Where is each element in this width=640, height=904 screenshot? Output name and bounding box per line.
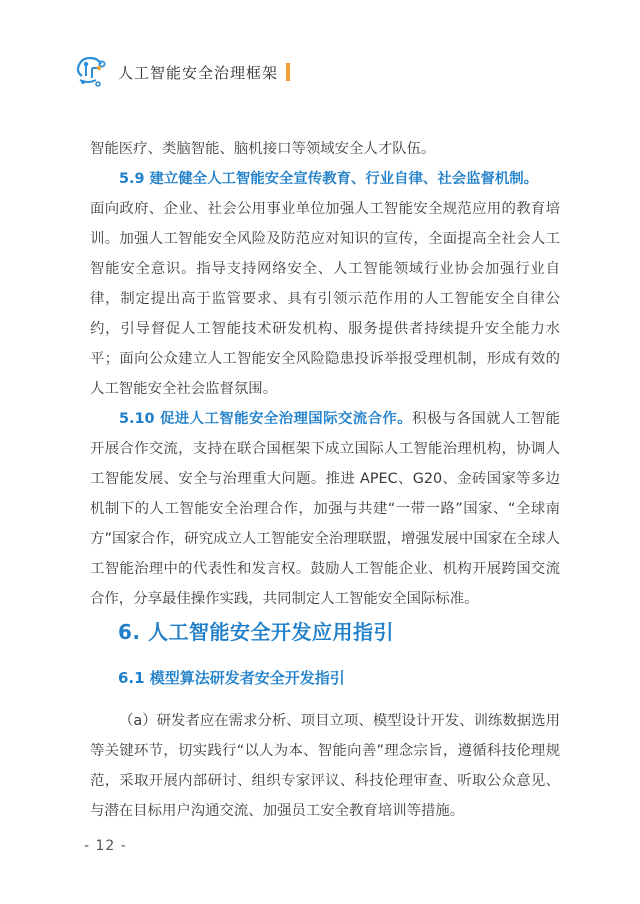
section-6-1-content (90, 706, 560, 826)
section-5-9-heading (90, 164, 560, 194)
paragraph-continued: 智能医疗、类脑智能、脑机接口等领域安全人才队伍。 (90, 141, 436, 157)
page-header (72, 52, 290, 92)
item-a-paragraph: （a）研发者应在需求分析、项目立项、模型设计开发、训练数据选用等关键环节，切实践行“以人为本、智能向善”理念宗旨，遵循科技伦理规范，采取开展内部研讨、组织专家评议、科技伦理审查、听取公众意见、与潜在目标用户沟通交流、加强员工安全教育培训等措施。 (90, 713, 560, 819)
header-accent-bar (286, 63, 290, 81)
page-number: - 12 - (84, 838, 127, 854)
section-5-10-text: 积极与各国就人工智能开展合作交流，支持在联合国框架下成立国际人工智能治理机构，协调人工智能发展、安全与治理重大问题。推进 APEC、G20、金砖国家等多边机制下的人工智能安全治理合作，加强与共建“一带一路”国家、“全球南方”国家合作，研究成立人工智能安全治理联盟，增强发展中国家在全球人工智能治理中的代表性和发言权。鼓励人工智能企业、机构开展跨国交流合作，分享最佳操作实践，共同制定人工智能安全国际标准。 (90, 411, 560, 607)
section-5-10-paragraph (90, 404, 560, 614)
section-5-9-title: 5.9 建立健全人工智能安全宣传教育、行业自律、社会监督机制。 (119, 171, 539, 187)
section-6-1-title: 6.1 模型算法研发者安全开发指引 (118, 669, 345, 687)
section-5-9-text: 面向政府、企业、社会公用事业单位加强人工智能安全规范应用的教育培训。加强人工智能安全风险及防范应对知识的宣传，全面提高全社会人工智能安全意识。指导支持网络安全、人工智能领域行业协会加强行业自律，制定提出高于监管要求、具有引领示范作用的人工智能安全自律公约，引导督促人工智能技术研发机构、服务提供者持续提升安全能力水平；面向公众建立人工智能安全风险隐患投诉举报受理机制，形成有效的人工智能安全社会监督氛围。 (90, 201, 560, 397)
section-5-10-title: 5.10 促进人工智能安全治理国际交流合作。 (119, 411, 413, 427)
ai-circuit-logo-icon (72, 54, 110, 90)
chapter-title: 6. 人工智能安全开发应用指引 (118, 620, 394, 644)
main-content (90, 134, 560, 614)
header-title: 人工智能安全治理框架 (118, 63, 279, 82)
